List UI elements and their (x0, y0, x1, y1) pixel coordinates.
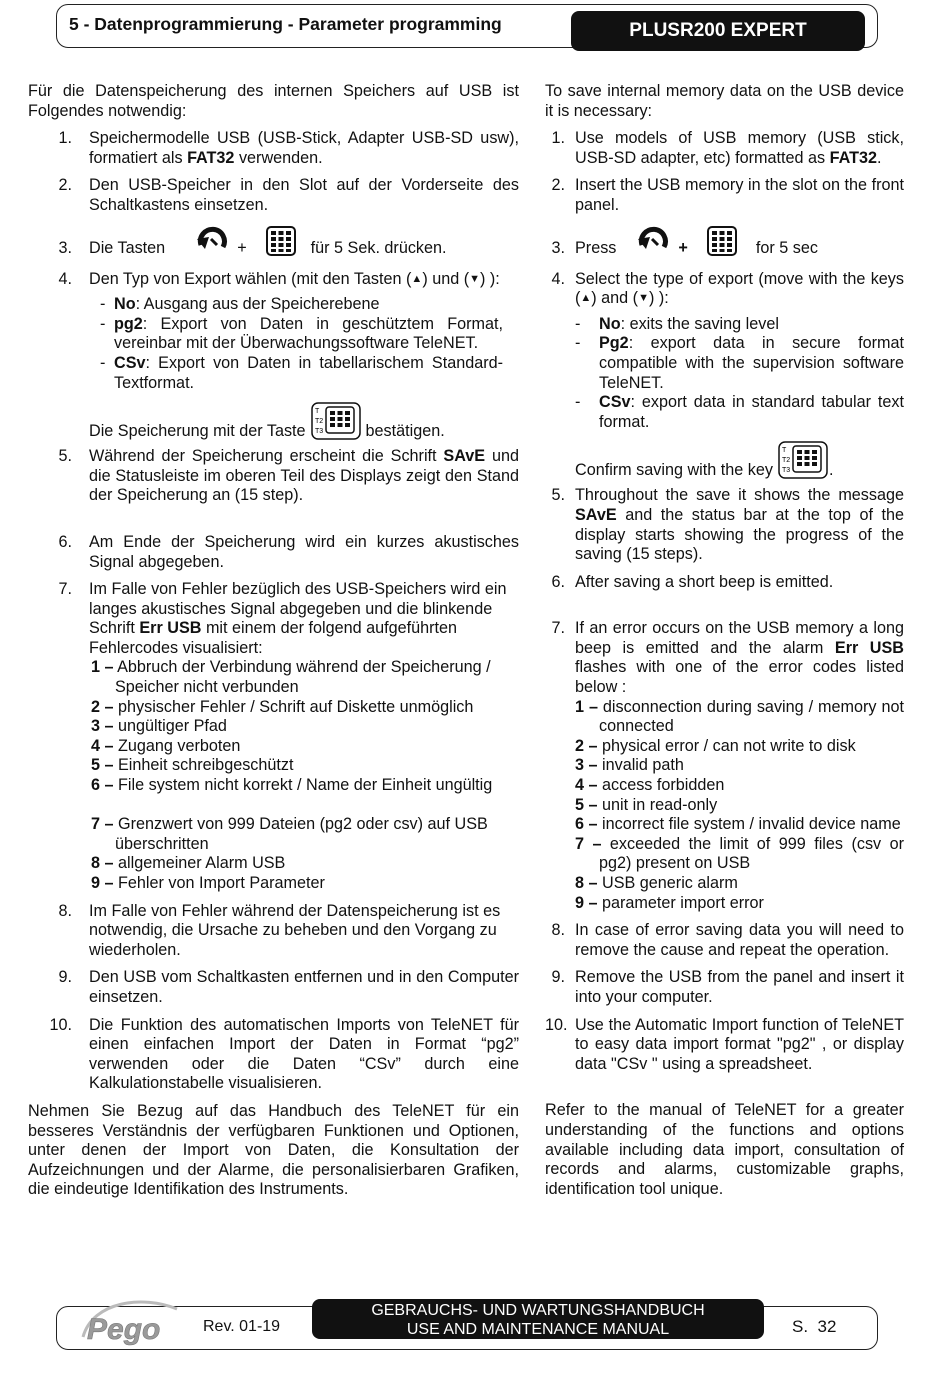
svg-text:T: T (314, 408, 319, 416)
de-s4-b: ) und ( (422, 269, 470, 288)
error-text: disconnection during saving / memory not connected (597, 697, 904, 736)
error-code: 5 – (575, 795, 598, 814)
en-export-options (575, 315, 904, 433)
en-s1-bold: FAT32 (829, 148, 878, 167)
de-step-1 (28, 129, 519, 168)
en-s7-pre: If an error occurs on the USB memory a long beep is emitted and the alarm (575, 619, 904, 657)
en-error-item (575, 737, 904, 757)
en-opt-no: : exits the saving level (620, 314, 779, 333)
en-step-2 (545, 176, 904, 215)
de-s6-text: Am Ende der Speicherung wird ein kurzes akustisches Signal abgegeben. (89, 532, 519, 571)
de-s7-bold: Err USB (139, 619, 202, 638)
step-number: 7. (551, 619, 565, 638)
svg-text:T3: T3 (314, 428, 323, 436)
en-confirm-post: . (828, 460, 834, 479)
en-option-pg2 (575, 334, 904, 393)
svg-text:T2: T2 (781, 457, 791, 465)
en-opt-csv-bold: CSv (599, 393, 631, 412)
error-code: 4 – (91, 736, 114, 755)
step-number: 4. (551, 269, 565, 288)
de-option-pg2 (100, 315, 503, 354)
en-s1-pre: Use models of USB memory (USB stick, USB-SD adapter, etc) formatted as (575, 129, 904, 167)
error-code: 1 – (91, 658, 114, 677)
t1-t2-t3-keypad-icon (777, 440, 829, 480)
dash: - (100, 314, 106, 333)
error-text: Einheit schreibgeschützt (113, 756, 294, 775)
de-error-item (91, 756, 519, 776)
up-arrow-icon: ▲ (580, 292, 592, 305)
en-step-3 (545, 232, 904, 266)
svg-text:Pego: Pego (87, 1313, 161, 1346)
step-number: 3. (551, 238, 565, 257)
error-code: 2 – (91, 697, 114, 716)
error-code: 9 – (91, 874, 114, 892)
german-column (28, 82, 519, 1200)
en-step-10 (545, 1016, 904, 1075)
up-arrow-icon: ▲ (411, 272, 423, 285)
step-number: 10. (545, 1015, 568, 1034)
en-option-csv (575, 393, 904, 432)
en-s3-post: for 5 sec (755, 238, 818, 257)
en-s10-text: Use the Automatic Import function of TeleNET to easy data import format "pg2" , or display data "CSv " using a spreadsheet. (575, 1015, 904, 1073)
error-text: USB generic alarm (597, 874, 738, 892)
english-column (545, 82, 904, 1199)
en-confirm-pre: Confirm saving with the key (575, 460, 773, 479)
en-error-list (575, 698, 904, 914)
de-option-csv (100, 354, 503, 393)
error-code: 8 – (91, 854, 114, 873)
de-s4-c: ) ): (480, 269, 500, 288)
page-footer (56, 1302, 878, 1350)
step-number: 9. (58, 968, 72, 987)
en-outro: Refer to the manual of TeleNET for a greater understanding of the functions and options available including data import, consultation of records and alarms, customizable graphs, identification tool unique. (545, 1101, 904, 1198)
de-s8-text: Im Falle von Fehler während der Datenspeicherung ist es notwendig, die Ursache zu beheben und den Vorgang zu wiederholen. (89, 901, 501, 959)
step-number: 2. (58, 176, 72, 195)
en-opt-csv: : export data in standard tabular text format. (599, 393, 904, 431)
error-text: incorrect file system / invalid device name (597, 815, 901, 834)
de-step-2 (28, 176, 519, 215)
error-text: allgemeiner Alarm USB (113, 854, 286, 873)
error-text: physical error / can not write to disk (597, 736, 856, 755)
de-export-options (100, 295, 503, 393)
error-code: 7 – (575, 834, 602, 853)
manual-title-de: GEBRAUCHS- UND WARTUNGSHANDBUCH (371, 1302, 705, 1319)
en-opt-pg2-bold: Pg2 (599, 334, 629, 353)
de-error-item (91, 737, 519, 757)
de-error-item (91, 698, 519, 718)
step-number: 9. (551, 968, 565, 987)
step-number: 3. (58, 238, 72, 257)
error-code: 1 – (575, 697, 598, 716)
dash: - (575, 393, 581, 412)
manual-title-en: USE AND MAINTENANCE MANUAL (406, 1321, 670, 1338)
en-error-item (575, 835, 904, 874)
de-opt-csv: : Export von Daten in tabellarischem Standard-Textformat. (114, 353, 503, 392)
de-option-no (100, 295, 503, 315)
de-s2-text: Den USB-Speicher in den Slot auf der Vorderseite des Schaltkastens einsetzen. (89, 176, 519, 214)
en-error-item (575, 796, 904, 816)
de-outro: Nehmen Sie Bezug auf das Handbuch des TeleNET für ein besseres Verständnis der verfügbaren Funktionen und Optionen, unter denen der Import von Daten, die Konsultation der Aufzeichnungen und der Alarme, die personalisierbaren Grafiken, die eindeutige Identifikation des Instruments. (28, 1101, 519, 1199)
en-step-7 (545, 619, 904, 913)
error-code: 7 – (91, 815, 114, 834)
step-number: 10. (49, 1015, 72, 1034)
revision: Rev. 01-19 (203, 1318, 281, 1335)
step-number: 1. (551, 129, 565, 148)
step-number: 5. (58, 447, 72, 466)
en-s4-a: Select the type of export (move with the keys ( (575, 269, 904, 308)
error-text: Abbruch der Verbindung während der Speicherung / Speicher nicht verbunden (113, 658, 491, 697)
de-error-item (91, 874, 519, 894)
de-error-item (91, 717, 519, 737)
error-code: 2 – (575, 736, 598, 755)
en-opt-no-bold: No (599, 314, 621, 333)
en-s5-bold: SAvE (575, 505, 617, 524)
en-s2-text: Insert the USB memory in the slot on the front panel. (575, 176, 904, 214)
en-s9-text: Remove the USB from the panel and insert it into your computer. (575, 968, 904, 1006)
svg-text:T3: T3 (781, 467, 791, 475)
en-s6-text: After saving a short beep is emitted. (575, 572, 834, 591)
en-error-item (575, 815, 904, 835)
step-number: 8. (58, 901, 72, 920)
de-confirm-post: bestätigen. (365, 421, 445, 440)
de-s4-a: Den Typ von Export wählen (mit den Tasten ( (89, 269, 412, 288)
en-confirm (575, 446, 904, 480)
dash: - (100, 353, 106, 372)
de-error-item (91, 776, 519, 796)
en-step-8 (545, 921, 904, 960)
de-s5-pre: Während der Speicherung erscheint die Schrift (89, 447, 444, 466)
de-error-item (91, 854, 519, 874)
error-text: unit in read-only (597, 795, 718, 814)
product-badge: PLUSR200 EXPERT (571, 11, 865, 51)
de-error-item (91, 815, 519, 854)
section-title: 5 - Datenprogrammierung - Parameter programming (69, 14, 502, 34)
de-step-5 (28, 447, 519, 506)
de-s1-text: Speichermodelle USB (USB-Stick, Adapter USB-SD usw), formatiert als (89, 129, 519, 167)
de-step-10 (28, 1016, 519, 1094)
de-s9-text: Den USB vom Schaltkasten entfernen und in den Computer einsetzen. (89, 968, 519, 1006)
svg-text:T2: T2 (314, 418, 323, 426)
en-error-item (575, 756, 904, 776)
error-code: 6 – (575, 815, 598, 834)
en-step-4 (545, 270, 904, 309)
keypad-key-icon (265, 225, 297, 257)
en-intro: To save internal memory data on the USB device it is necessary: (545, 82, 904, 120)
de-s7-post: mit einem der folgend aufgeführten Fehlercodes visualisiert: (89, 619, 458, 657)
de-error-item (91, 658, 519, 697)
step-number: 6. (551, 572, 565, 591)
page-number: S. 32 (792, 1317, 837, 1336)
de-step-3 (28, 232, 519, 266)
step-number: 6. (58, 532, 72, 551)
step-number: 4. (58, 269, 72, 288)
dash: - (575, 334, 581, 353)
de-opt-csv-bold: CSv (114, 353, 146, 372)
error-code: 6 – (91, 776, 114, 795)
error-code: 8 – (575, 874, 598, 892)
en-error-item (575, 894, 904, 914)
de-step-4 (28, 270, 519, 290)
en-s4-b: ) and ( (591, 289, 639, 308)
en-s7-post: flashes with one of the error codes listed below : (575, 658, 904, 697)
de-confirm-pre: Die Speicherung mit der Taste (89, 421, 306, 440)
de-opt-pg2: : Export von Daten in geschütztem Format, vereinbar mit der Überwachungssoftware TeleNET. (114, 314, 503, 353)
error-text: parameter import error (597, 893, 764, 912)
down-arrow-icon: ▼ (638, 292, 649, 305)
de-intro: Für die Datenspeicherung des internen Speichers auf USB ist Folgendes notwendig: (28, 82, 519, 120)
error-text: ungültiger Pfad (113, 717, 227, 736)
step-number: 1. (58, 129, 72, 148)
en-error-item (575, 874, 904, 894)
de-step-7 (28, 580, 519, 894)
error-text: Zugang verboten (113, 736, 241, 755)
de-opt-pg2-bold: pg2 (114, 314, 143, 333)
svg-text:T: T (781, 447, 787, 455)
de-s5-post: und die Statusleiste im oberen Teil des Displays zeigt den Stand der Speicherung an (15 step). (89, 447, 519, 505)
dash: - (575, 314, 581, 333)
en-step-1 (545, 129, 904, 168)
error-text: exceeded the limit of 999 files (csv or pg2) present on USB (599, 834, 904, 873)
de-opt-no: : Ausgang aus der Speicherebene (135, 295, 380, 314)
de-confirm (89, 407, 519, 441)
down-arrow-icon: ▼ (469, 272, 480, 285)
error-text: invalid path (597, 756, 684, 775)
error-code: 5 – (91, 756, 114, 775)
step-number: 8. (551, 921, 565, 940)
de-s1-post: verwenden. (234, 148, 323, 167)
circular-arrow-key-icon (193, 225, 233, 257)
en-opt-pg2: : export data in secure format compatible with the supervision software TeleNET. (599, 334, 904, 392)
de-s7-pre: Im Falle von Fehler bezüglich des USB-Speichers wird ein langes akustisches Signal abgegeben und die blinkende Schrift (89, 580, 507, 638)
de-s1-bold: FAT32 (187, 148, 235, 167)
de-step-8 (28, 902, 508, 961)
step-number: 7. (58, 580, 72, 599)
en-error-item (575, 698, 904, 737)
error-text: Grenzwert von 999 Dateien (pg2 oder csv) auf USB überschritten (113, 815, 488, 853)
step-number: 5. (551, 486, 565, 505)
de-s10-text: Die Funktion des automatischen Imports von TeleNET für einen einfachen Import der Daten in Format “pg2” verwenden oder die Daten “CSv” durch eine Kalkulationstabelle visualisieren. (89, 1015, 519, 1093)
en-step-6 (545, 573, 904, 593)
de-s3-pre: Die Tasten (89, 238, 166, 257)
en-s3-pre: Press (575, 238, 617, 257)
en-s4-c: ) ): (648, 289, 669, 308)
error-code: 4 – (575, 776, 598, 795)
de-error-list (91, 658, 519, 893)
error-code: 9 – (575, 893, 598, 912)
error-code: 3 – (575, 756, 598, 775)
circular-arrow-key-icon (634, 225, 674, 257)
de-step-9 (28, 968, 519, 1007)
de-s3-plus: + (237, 238, 247, 257)
keypad-key-icon (706, 225, 738, 257)
en-s5-pre: Throughout the save it shows the message (575, 486, 904, 505)
en-s8-text: In case of error saving data you will need to remove the cause and repeat the operation. (575, 921, 904, 959)
en-s1-post: . (877, 148, 882, 167)
page-header (56, 4, 878, 48)
error-text: Fehler von Import Parameter (113, 874, 325, 892)
en-s3-plus: + (678, 238, 688, 257)
error-text: File system nicht korrekt / Name der Einheit ungültig (113, 776, 493, 795)
error-text: physischer Fehler / Schrift auf Diskette unmöglich (113, 697, 474, 716)
en-step-9 (545, 968, 904, 1007)
de-s5-bold: SAvE (443, 447, 486, 466)
t1-t2-t3-keypad-icon (310, 401, 362, 441)
en-s5-post: and the status bar at the top of the display starts showing the progress of the saving (15 steps). (575, 505, 904, 564)
en-step-5 (545, 486, 904, 564)
en-error-item (575, 776, 904, 796)
de-opt-no-bold: No (114, 295, 136, 314)
error-text: access forbidden (597, 776, 725, 795)
manual-title-badge (312, 1299, 764, 1339)
step-number: 2. (551, 176, 565, 195)
pego-logo (73, 1297, 193, 1347)
en-s7-bold: Err USB (834, 638, 904, 657)
de-s3-post: für 5 Sek. drücken. (310, 238, 447, 257)
en-option-no (575, 315, 904, 335)
de-step-6 (28, 533, 519, 572)
dash: - (100, 295, 106, 314)
error-code: 3 – (91, 717, 114, 736)
